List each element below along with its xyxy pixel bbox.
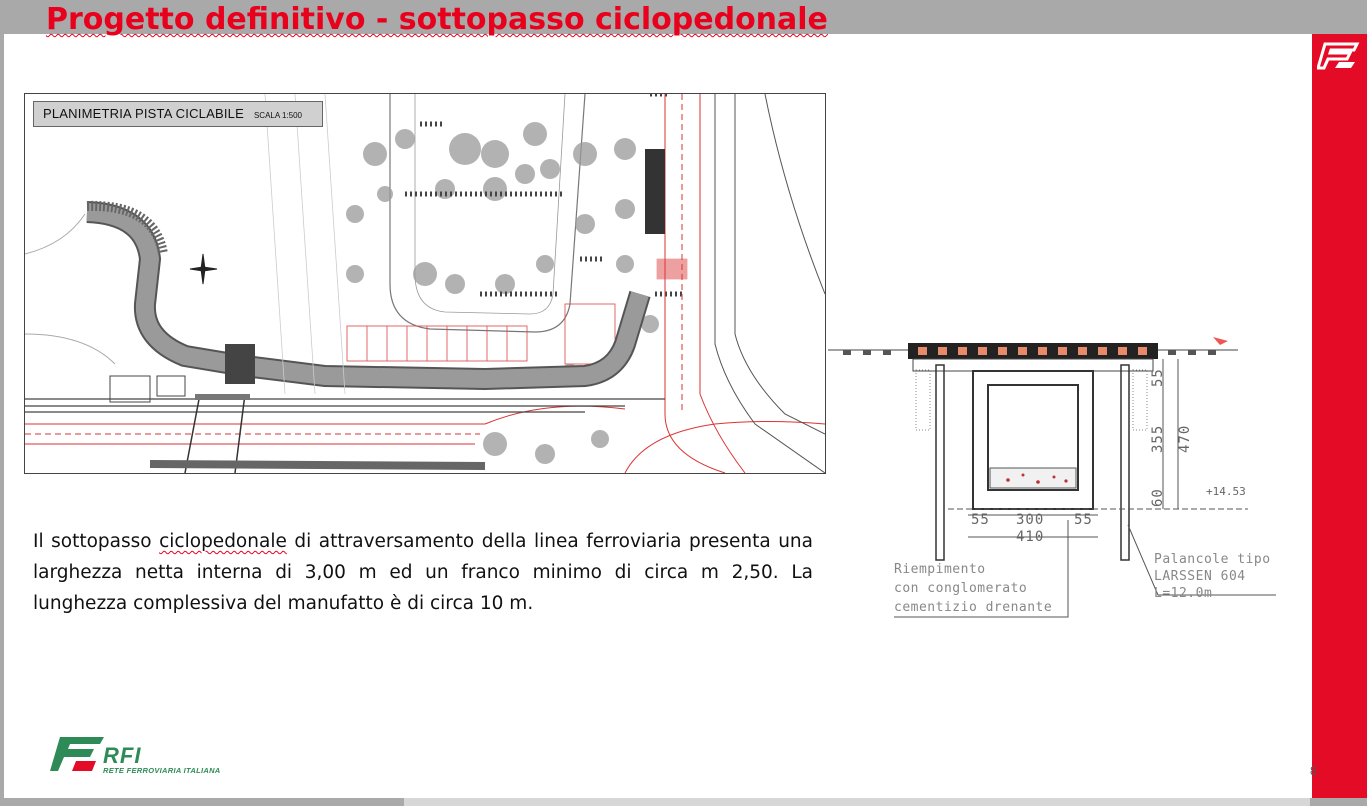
dim-55-top: 55 — [1150, 368, 1166, 387]
plan-label — [33, 101, 323, 127]
sheet-note-line-2: LARSSEN 604 — [1154, 569, 1246, 584]
slide-title: Progetto definitivo - sottopasso ciclopedonale — [46, 2, 828, 37]
elevation-label: +14.53 — [1206, 485, 1246, 498]
desc-highlight: ciclopedonale — [159, 531, 287, 552]
plan-sketch — [25, 94, 825, 473]
sheet-pile-note — [1154, 551, 1271, 602]
dim-60: 60 — [1150, 488, 1166, 507]
dim-410: 410 — [1016, 529, 1045, 545]
dim-55-right: 55 — [1074, 512, 1093, 528]
cross-section-drawing — [828, 325, 1278, 625]
description-text — [33, 526, 813, 619]
fill-note — [894, 560, 1052, 617]
desc-part-2: di attraversamento della linea ferroviaria presenta una larghezza netta interna di 3,00 m ed un franco minimo di circa m 2,50. La lunghezza complessiva del manufatto è di circa 10 m. — [33, 531, 813, 614]
sheet-note-line-3: L=12.0m — [1154, 586, 1213, 601]
rfi-subtitle: RETE FERROVIARIA ITALIANA — [103, 766, 221, 775]
fill-note-line-3: cementizio drenante — [894, 600, 1053, 615]
dim-55-left: 55 — [971, 512, 990, 528]
rfi-logo — [48, 735, 258, 779]
page-number: 8 — [1310, 764, 1317, 778]
brand-side-bar — [1312, 34, 1367, 798]
dim-300: 300 — [1016, 512, 1045, 528]
plan-scale: SCALA 1:500 — [253, 111, 302, 120]
desc-part-1: Il sottopasso — [33, 531, 160, 552]
plan-title: PLANIMETRIA PISTA CICLABILE — [43, 106, 244, 121]
sheet-note-line-1: Palancole tipo — [1154, 552, 1271, 567]
fs-logo-icon — [1317, 40, 1361, 72]
plan-drawing — [24, 93, 826, 474]
fill-note-line-1: Riempimento — [894, 562, 986, 577]
rfi-brand: RFI — [103, 743, 142, 768]
scrollbar-track[interactable] — [404, 798, 1310, 806]
fill-note-line-2: con conglomerato — [894, 581, 1028, 596]
dim-355: 355 — [1150, 424, 1166, 453]
dim-470: 470 — [1177, 424, 1193, 453]
